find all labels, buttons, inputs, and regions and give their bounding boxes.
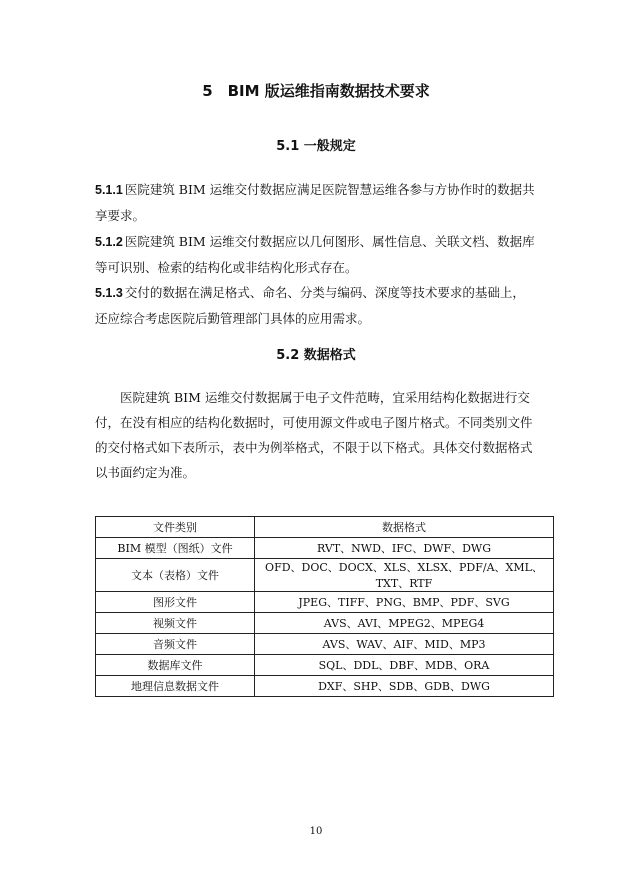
page-number: 10	[309, 826, 323, 837]
clause-5-1-3	[95, 280, 537, 331]
data-format-cell: OFD、DOC、DOCX、XLS、XLSX、PDF/A、XML、TXT、RTF	[255, 559, 554, 592]
file-category-cell: BIM 模型（图纸）文件	[96, 538, 255, 559]
data-format-cell: RVT、NWD、IFC、DWF、DWG	[255, 538, 554, 559]
chapter-title: 5 BIM 版运维指南数据技术要求	[202, 82, 430, 100]
clause-text: 医院建筑 BIM 运维交付数据应以几何图形、属性信息、关联文档、数据库等可识别、检索的结构化或非结构化形式存在。	[95, 234, 535, 275]
section-title-general: 5.1 一般规定	[276, 139, 356, 154]
table-row	[96, 655, 554, 676]
data-format-cell: AVS、AVI、MPEG2、MPEG4	[255, 613, 554, 634]
table-header-row	[96, 517, 554, 538]
file-category-cell: 图形文件	[96, 592, 255, 613]
clause-5-1-2	[95, 229, 537, 280]
clause-text: 交付的数据在满足格式、命名、分类与编码、深度等技术要求的基础上，还应综合考虑医院后勤管理部门具体的应用需求。	[95, 285, 525, 326]
table-row	[96, 676, 554, 697]
table-row	[96, 613, 554, 634]
header-file-category: 文件类别	[96, 517, 255, 538]
data-format-paragraph: 医院建筑 BIM 运维交付数据属于电子文件范畴，宜采用结构化数据进行交付，在没有相应的结构化数据时，可使用源文件或电子图片格式。不同类别文件的交付格式如下表所示，表中为例举格式，不限于以下格式。具体交付数据格式以书面约定为准。	[95, 390, 533, 480]
data-format-cell: AVS、WAV、AIF、MID、MP3	[255, 634, 554, 655]
table-row	[96, 592, 554, 613]
table-row	[96, 634, 554, 655]
file-category-cell: 地理信息数据文件	[96, 676, 255, 697]
file-category-cell: 视频文件	[96, 613, 255, 634]
header-data-format: 数据格式	[255, 517, 554, 538]
file-category-cell: 数据库文件	[96, 655, 255, 676]
clause-number: 5.1.2	[95, 235, 123, 249]
clause-number: 5.1.3	[95, 286, 123, 300]
section-title-data-format: 5.2 数据格式	[276, 348, 356, 363]
file-category-cell: 文本（表格）文件	[96, 559, 255, 592]
clause-number: 5.1.1	[95, 183, 123, 197]
clause-5-1-1	[95, 177, 537, 228]
data-format-cell: SQL、DDL、DBF、MDB、ORA	[255, 655, 554, 676]
file-category-cell: 音频文件	[96, 634, 255, 655]
table-row	[96, 538, 554, 559]
clause-text: 医院建筑 BIM 运维交付数据应满足医院智慧运维各参与方协作时的数据共享要求。	[95, 182, 535, 223]
data-format-cell: JPEG、TIFF、PNG、BMP、PDF、SVG	[255, 592, 554, 613]
data-format-cell: DXF、SHP、SDB、GDB、DWG	[255, 676, 554, 697]
format-table	[95, 516, 554, 697]
table-row	[96, 559, 554, 592]
